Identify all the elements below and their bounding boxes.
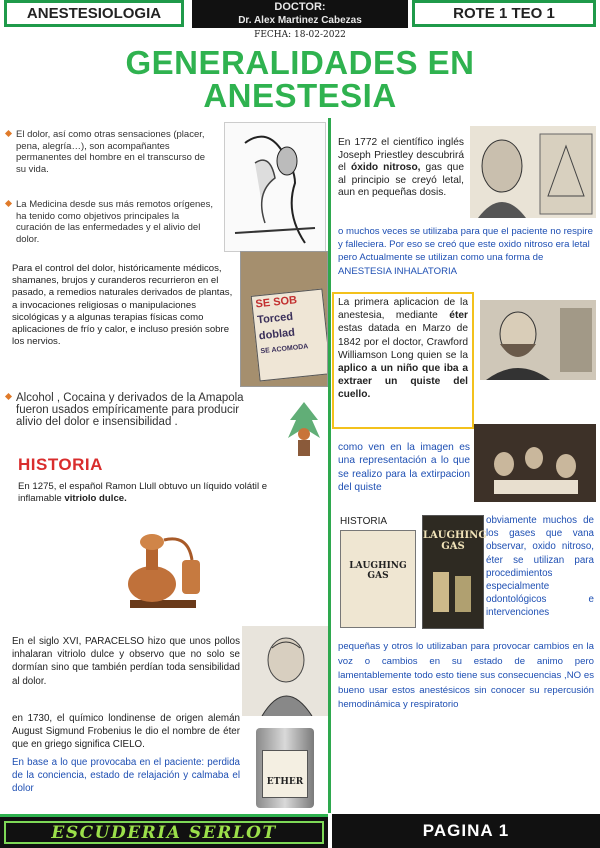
text-run: En 1772 el científico inglés Joseph Priestley descubrirá el <box>338 137 464 174</box>
paragraph-obvio: obviamente muchos de los gases que vana observar, oxido nitroso, éter se utilizan para procedimientos especialmente odontológicos e intervenciones <box>486 515 594 619</box>
paragraph-1730: en 1730, el químico londinense de origen alemán August Sigmund Frobenius le dio el nombre de éter que en griego significa CIELO. <box>12 713 240 751</box>
section-historia-right: HISTORIA <box>340 516 388 527</box>
page-number: PAGINA 1 <box>332 814 600 848</box>
bullet-diamond-icon <box>5 130 12 137</box>
bullet-diamond-icon <box>5 200 12 207</box>
ether-label: ETHER <box>262 750 308 798</box>
protest-sign-image <box>240 251 328 387</box>
header-doctor <box>192 0 408 28</box>
header-rotation: ROTE 1 TEO 1 <box>412 0 596 27</box>
paragraph-1772 <box>338 137 464 200</box>
bullet-dolor <box>16 129 216 175</box>
priestley-images <box>470 126 596 218</box>
doctor-name: Dr. Alex Martinez Cabezas <box>238 15 362 26</box>
bullet-text: Alcohol , Cocaina y derivados de la Amapola fueron usados empíricamente para producir alivio del dolor e insensibilidad . <box>16 392 244 428</box>
text-bold: éter <box>449 310 468 322</box>
footer-brand <box>0 814 328 848</box>
paragraph-pequenas: pequeñas y otros lo utilizaban para provocar cambios en la voz o cambios en su estado de animo pero lamentablemente todo esto tiene sus consecuencias ,NO es bueno usar estos anestésicos sin conocer su repercusión hemodinámica y respiratorio <box>338 641 594 711</box>
sign-board <box>251 288 328 381</box>
poster-title: LAUGHING GAS <box>423 530 487 552</box>
paragraph-control-dolor: Para el control del dolor, históricamente médicos, shamanes, brujos y curanderos recurrieron en el pasado, a remedios naturales derivados de plantas, a invocaciones religiosas o manipulaciones sicológicas y a algunas terapias físicas como aplicaciones de frío y calor, e incluso presión sobre los nervios. <box>12 263 233 348</box>
surreal-sketch-image <box>224 122 326 252</box>
copper-still-image <box>108 514 208 620</box>
paragraph-1772-blue: o muchos veces se utilizaba para que el paciente no respire y falleciera. Por eso se creó que este oxido nitroso era letal pero Actualmente se utilizan como una forma de ANESTESIA INHALATORIA <box>338 226 593 277</box>
sign-line: Torced <box>256 310 294 327</box>
paragraph-1275 <box>18 481 300 506</box>
bullet-text: El dolor, así como otras sensaciones (placer, pena, alegría…), son acompañantes permanentes del hombre en el transcurso de su vida. <box>16 129 206 175</box>
sign-line: doblad <box>258 326 296 343</box>
text-bold: óxido nitroso, <box>350 162 421 174</box>
text-run: gas que al principio se creyó letal, aun en pequeñas dosis. <box>338 162 464 199</box>
sign-line: SE ACOMODA <box>260 343 309 356</box>
text-run: En 1275, el español Ramon Llull obtuvo un líquido volátil e inflamable <box>18 481 268 505</box>
paracelso-portrait <box>242 626 328 716</box>
bullet-alcohol <box>16 392 248 428</box>
footer-brand-text: ESCUDERIA SERLOT <box>4 821 324 844</box>
column-divider <box>328 118 331 813</box>
title-line-1: GENERALIDADES EN <box>125 44 475 81</box>
section-historia-left: HISTORIA <box>18 455 103 474</box>
laughing-gas-poster-1 <box>340 530 416 628</box>
doctor-label: DOCTOR: <box>274 1 326 13</box>
page-title <box>0 46 600 112</box>
poster-title: LAUGHING GAS <box>349 561 407 581</box>
text-bold: aplico a un niño que iba a extraer un quiste del cuello. <box>338 363 468 401</box>
paragraph-1730-blue: En base a lo que provocaba en el paciente: perdida de la conciencia, estado de relajación y calmaba el dolor <box>12 757 240 795</box>
paragraph-como-ven: como ven en la imagen es una representación a lo que se realizo para la extirpacion del quiste <box>338 442 470 494</box>
text-bold: vitriolo dulce. <box>64 493 127 505</box>
text-run: estas datada en Marzo de 1842 por el doctor, Crawford Williamson Long quien se la <box>338 323 468 361</box>
bullet-diamond-icon <box>5 393 12 400</box>
long-portrait <box>480 300 596 380</box>
laughing-gas-poster-2 <box>422 515 487 629</box>
paragraph-1842 <box>338 296 468 402</box>
date-line: FECHA: 18-02-2022 <box>254 30 346 40</box>
paragraph-paracelso: En el siglo XVI, PARACELSO hizo que unos pollos inhalaran vitriolo dulce y observo que no solo se dormían sino que también perdían toda sensibilidad al dolor. <box>12 636 240 687</box>
bullet-text: La Medicina desde sus más remotos orígenes, ha tenido como objetivos principales la curación de las enfermedades y el alivio del dolor. <box>16 199 213 245</box>
text-run: La primera aplicacion de la anestesia, mediante <box>338 297 468 322</box>
surgery-painting <box>474 424 596 502</box>
sign-line: SE SOB <box>254 294 298 311</box>
aztec-figure-image <box>282 398 326 458</box>
title-line-2: ANESTESIA <box>203 77 397 114</box>
bullet-medicina <box>16 199 216 245</box>
header-subject: ANESTESIOLOGIA <box>4 0 184 27</box>
ether-can-image <box>246 724 324 810</box>
